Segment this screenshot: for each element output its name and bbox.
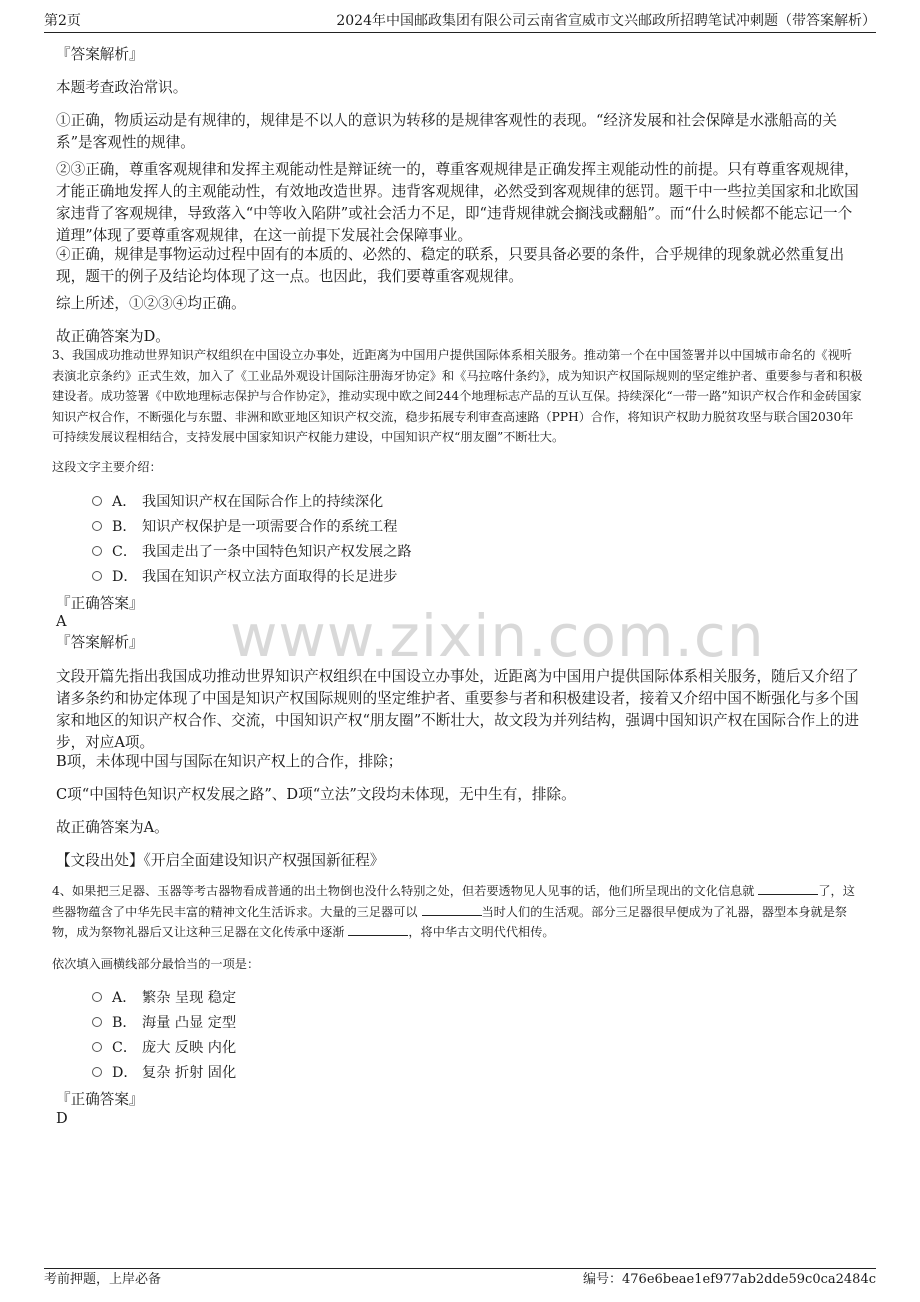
q3-stem: 3、我国成功推动世界知识产权组织在中国设立办事处，近距离为中国用户提供国际体系相关服务。推动第一个在中国签署并以中国城市命名的《视听表演北京条约》正式生效，加入了《工业品外观设计国际注册海牙协定》和《马拉喀什条约》，成为知识产权国际规则的坚定维护者、重要参与者和积极建设者。成功签署《中欧地理标志保护与合作协定》，推动实现中欧之间244个地理标志产品的互认互保。持续深化“一带一路”知识产权合作和金砖国家知识产权合作，不断强化与东盟、非洲和欧亚地区知识产权交流，稳步拓展专利审查高速路（PPH）合作，将知识产权助力脱贫攻坚与联合国2030年可持续发展议程相结合，支持发展中国家知识产权能力建设，中国知识产权“朋友圈”不断壮大。 <box>52 348 863 444</box>
q4-option-d[interactable]: D． 复杂 折射 固化 <box>92 1062 236 1084</box>
q3-option-c[interactable]: C． 我国走出了一条中国特色知识产权发展之路 <box>92 541 412 563</box>
page-footer <box>44 1268 876 1291</box>
q3-source: 【文段出处】《开启全面建设知识产权强国新征程》 <box>56 852 385 869</box>
radio-icon[interactable] <box>92 571 102 581</box>
radio-icon[interactable] <box>92 1067 102 1077</box>
q4-option-c[interactable]: C． 庞大 反映 内化 <box>92 1037 236 1059</box>
q3-analysis-p3: C项“中国特色知识产权发展之路”、D项“立法”文段均未体现，无中生有，排除。 <box>56 786 576 803</box>
q4-answer: D <box>56 1110 68 1127</box>
fill-blank-3[interactable] <box>348 923 408 936</box>
q4-prompt: 依次填入画横线部分最恰当的一项是： <box>52 957 260 971</box>
q3-answer-label: 『正确答案』 <box>56 595 144 612</box>
q3-analysis-p2: B项，未体现中国与国际在知识产权上的合作，排除； <box>56 753 403 770</box>
q2-analysis-p2: ①正确，物质运动是有规律的，规律是不以人的意识为转移的是规律客观性的表现。“经济发展和社会保障是水涨船高的关系”是客观性的规律。 <box>56 112 837 151</box>
q3-option-b[interactable]: B． 知识产权保护是一项需要合作的系统工程 <box>92 516 397 538</box>
fill-blank-1[interactable] <box>758 882 818 895</box>
q3-answer: A <box>56 613 67 630</box>
q3-option-a[interactable]: A． 我国知识产权在国际合作上的持续深化 <box>92 491 383 513</box>
q3-analysis-label: 『答案解析』 <box>56 634 144 651</box>
radio-icon[interactable] <box>92 496 102 506</box>
q4-option-a[interactable]: A． 繁杂 呈现 稳定 <box>92 987 236 1009</box>
q2-analysis-p3: ②③正确，尊重客观规律和发挥主观能动性是辩证统一的，尊重客观规律是正确发挥主观能动性的前提。只有尊重客观规律，才能正确地发挥人的主观能动性，有效地改造世界。违背客观规律，必然受到客观规律的惩罚。题干中一些拉美国家和北欧国家违背了客观规律，导致落入“中等收入陷阱”或社会活力不足，即“违背规律就会搁浅或翻船”。而“什么时候都不能忘记一个道理”体现了要尊重客观规律，在这一前提下发展社会保障事业。 <box>56 161 859 244</box>
q2-analysis-label: 『答案解析』 <box>56 46 144 63</box>
q3-correct-answer: 故正确答案为A。 <box>56 819 169 836</box>
q4-option-b[interactable]: B． 海量 凸显 定型 <box>92 1012 236 1034</box>
q2-correct-answer: 故正确答案为D。 <box>56 328 170 345</box>
radio-icon[interactable] <box>92 1017 102 1027</box>
footer-slogan: 考前押题，上岸必备 <box>44 1272 162 1287</box>
document-id: 编号：476e6beae1ef977ab2dde59c0ca2484c <box>583 1272 876 1287</box>
q4-answer-label: 『正确答案』 <box>56 1091 144 1108</box>
radio-icon[interactable] <box>92 546 102 556</box>
fill-blank-2[interactable] <box>422 903 482 916</box>
radio-icon[interactable] <box>92 1042 102 1052</box>
q4-stem: 4、如果把三足器、玉器等考古器物看成普通的出土物倒也没什么特别之处，但若要透物见人见事的话，他们所呈现出的文化信息就 了，这些器物蕴含了中华先民丰富的精神文化生活诉求。大量的三足器可以 当时人们的生活观。部分三足器很早便成为了礼器，器型本身就是祭物，成为祭物礼器后又让这种三足器在文化传承中逐渐 ，将中华古文明代代相传。 <box>52 884 855 939</box>
q3-analysis-p1: 文段开篇先指出我国成功推动世界知识产权组织在中国设立办事处，近距离为中国用户提供国际体系相关服务，随后又介绍了诸多条约和协定体现了中国是知识产权国际规则的坚定维护者、重要参与者和积极建设者，接着又介绍中国不断强化与多个国家和地区的知识产权合作、交流，中国知识产权“朋友圈”不断壮大，故文段为并列结构，强调中国知识产权在国际合作上的进步，对应A项。 <box>56 668 859 751</box>
q3-prompt: 这段文字主要介绍： <box>52 460 162 474</box>
watermark: www.zixin.com.cn <box>230 602 765 670</box>
q2-analysis-p1: 本题考查政治常识。 <box>56 79 188 96</box>
page-header <box>44 10 876 33</box>
page-number: 第2页 <box>44 13 81 29</box>
radio-icon[interactable] <box>92 992 102 1002</box>
radio-icon[interactable] <box>92 521 102 531</box>
q3-option-d[interactable]: D． 我国在知识产权立法方面取得的长足进步 <box>92 566 397 588</box>
document-title: 2024年中国邮政集团有限公司云南省宣威市文兴邮政所招聘笔试冲刺题（带答案解析） <box>336 13 876 29</box>
q2-analysis-p5: 综上所述，①②③④均正确。 <box>56 295 246 312</box>
q2-analysis-p4: ④正确，规律是事物运动过程中固有的本质的、必然的、稳定的联系，只要具备必要的条件，合乎规律的现象就必然重复出现，题干的例子及结论均体现了这一点。也因此，我们要尊重客观规律。 <box>56 246 845 285</box>
